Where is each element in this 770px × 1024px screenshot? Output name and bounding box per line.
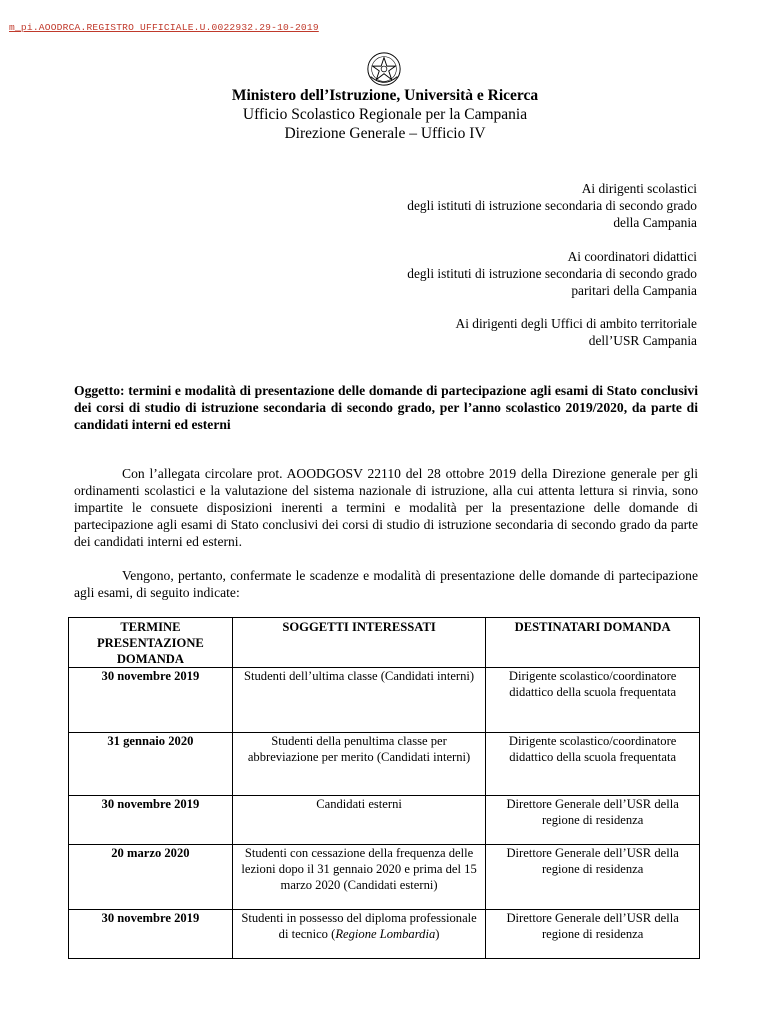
recipient-line: degli istituti di istruzione secondaria di secondo grado <box>407 266 697 281</box>
recipients-cell: Direttore Generale dell’USR della regione di residenza <box>486 845 700 910</box>
office-title: Ufficio Scolastico Regionale per la Campania <box>242 106 528 123</box>
term-cell: 30 novembre 2019 <box>69 910 233 959</box>
body-paragraph-1 <box>74 465 698 550</box>
recipient-line: della Campania <box>613 215 697 230</box>
column-header-subjects: SOGGETTI INTERESSATI <box>232 618 485 668</box>
paragraph-text: Con l’allegata circolare prot. AOODGOSV 22110 del 28 ottobre 2019 della Direzione generale per gli ordinamenti scolastici e la valutazione del sistema nazionale di istruzione, alla cui attenta lettura si rinvia, sono impartite le consuete disposizioni inerenti a termini e modalità per la presentazione delle domande di partecipazione agli esami di Stato conclusivi dei corsi di studio di istruzione secondaria di secondo grado da parte dei candidati interni ed esterni. <box>74 466 698 549</box>
recipient-block-2 <box>407 248 697 299</box>
recipient-line: Ai coordinatori didattici <box>567 249 697 264</box>
subjects-text: Studenti in possesso del diploma professionale di tecnico ( <box>241 911 477 941</box>
subjects-cell: Candidati esterni <box>232 796 485 845</box>
recipients-cell: Dirigente scolastico/coordinatore didattico della scuola frequentata <box>486 668 700 733</box>
table-row <box>69 845 700 910</box>
paragraph-text: Vengono, pertanto, confermate le scadenze e modalità di presentazione delle domande di partecipazione agli esami, di seguito indicate: <box>74 568 698 600</box>
term-cell: 31 gennaio 2020 <box>69 733 233 796</box>
table-row <box>69 733 700 796</box>
table-row <box>69 796 700 845</box>
subjects-text-end: ) <box>435 927 440 941</box>
body-paragraph-2 <box>74 567 698 601</box>
subjects-italic-text: Regione Lombardia <box>335 927 436 941</box>
subjects-cell: Studenti con cessazione della frequenza delle lezioni dopo il 31 gennaio 2020 e prima del 15 marzo 2020 (Candidati esterni) <box>232 845 485 910</box>
table-row <box>69 910 700 959</box>
recipient-line: Ai dirigenti scolastici <box>581 181 697 196</box>
table-header-row <box>69 618 700 668</box>
subject-heading: Oggetto: termini e modalità di presentazione delle domande di partecipazione agli esami di Stato conclusivi dei corsi di studio di istruzione secondaria di secondo grado, per l’anno scolastico 2019/2020, da parte di candidati interni ed esterni <box>74 383 698 432</box>
protocol-stamp: m_pi.AOODRCA.REGISTRO UFFICIALE.U.0022932.29-10-2019 <box>9 22 319 33</box>
subjects-cell <box>232 910 485 959</box>
recipients-cell: Dirigente scolastico/coordinatore didattico della scuola frequentata <box>486 733 700 796</box>
term-cell: 30 novembre 2019 <box>69 668 233 733</box>
term-cell: 30 novembre 2019 <box>69 796 233 845</box>
recipients-cell: Direttore Generale dell’USR della regione di residenza <box>486 910 700 959</box>
italian-republic-emblem-icon <box>365 50 403 88</box>
term-cell: 20 marzo 2020 <box>69 845 233 910</box>
recipients-cell: Direttore Generale dell’USR della regione di residenza <box>486 796 700 845</box>
ministry-title: Ministero dell’Istruzione, Università e Ricerca <box>231 87 539 104</box>
subjects-cell: Studenti dell’ultima classe (Candidati interni) <box>232 668 485 733</box>
column-header-term: TERMINE PRESENTAZIONE DOMANDA <box>69 618 233 668</box>
recipient-block-3 <box>456 315 697 349</box>
deadlines-table <box>68 617 700 959</box>
recipient-line: paritari della Campania <box>571 283 697 298</box>
subjects-cell: Studenti della penultima classe per abbreviazione per merito (Candidati interni) <box>232 733 485 796</box>
recipient-line: Ai dirigenti degli Uffici di ambito territoriale <box>455 316 697 331</box>
direction-title: Direzione Generale – Ufficio IV <box>284 125 486 142</box>
table-row <box>69 668 700 733</box>
recipient-line: dell’USR Campania <box>588 333 697 348</box>
column-header-recipients: DESTINATARI DOMANDA <box>486 618 700 668</box>
recipient-block-1 <box>407 180 697 231</box>
recipient-line: degli istituti di istruzione secondaria di secondo grado <box>407 198 697 213</box>
